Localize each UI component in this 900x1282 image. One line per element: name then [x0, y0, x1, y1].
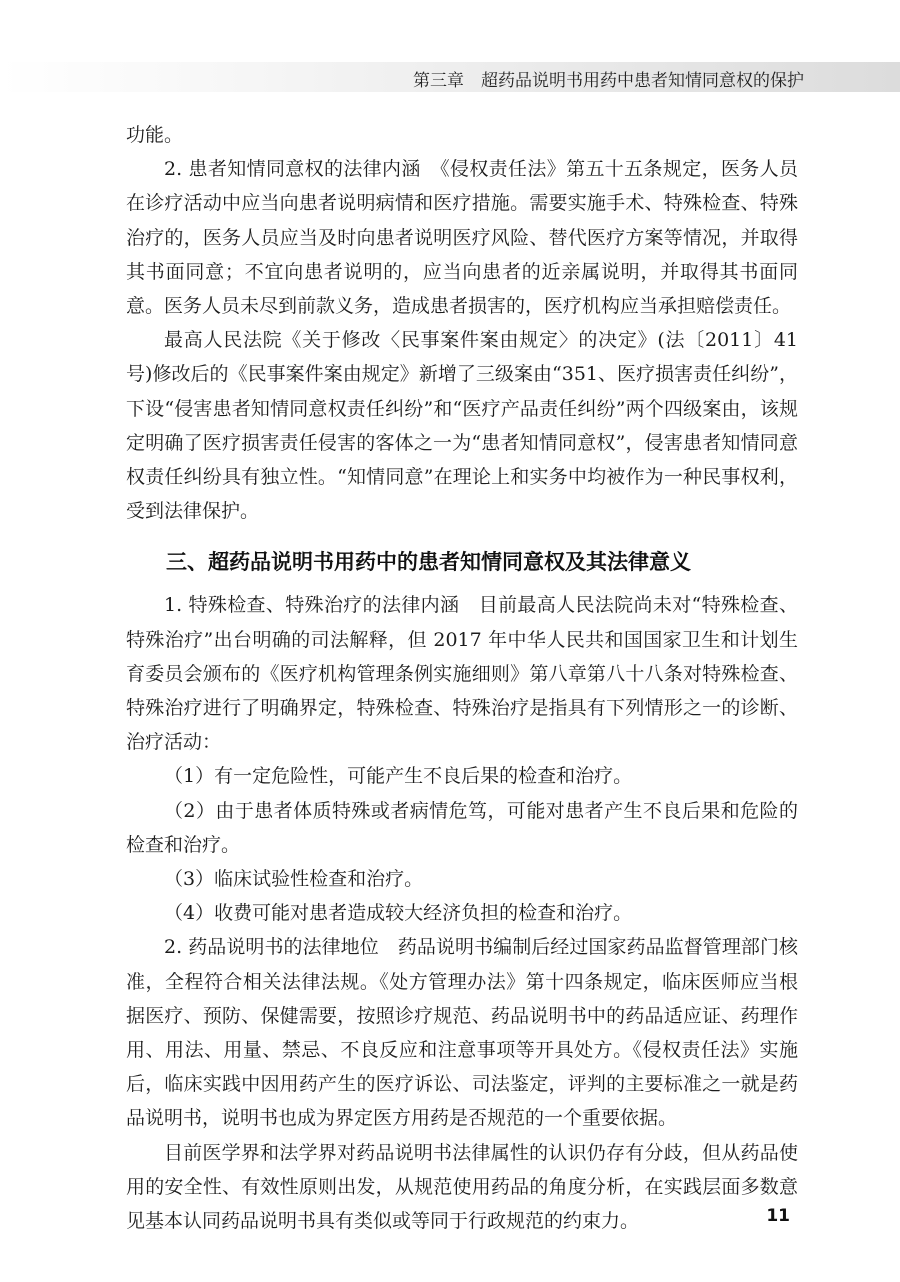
list-item-1: （1）有一定危险性，可能产生不良后果的检查和治疗。 [164, 765, 633, 788]
page-body [126, 118, 798, 1238]
list-item-2: （2）由于患者体质特殊或者病情危笃，可能对患者产生不良后果和危险的检查和治疗。 [126, 799, 798, 856]
list-item-4: （4）收费可能对患者造成较大经济负担的检查和治疗。 [164, 902, 633, 925]
running-header-title: 第三章 超药品说明书用药中患者知情同意权的保护 [413, 71, 804, 91]
paragraph-supreme-court-cause: 最高人民法院《关于修改〈民事案件案由规定〉的决定》(法〔2011〕41 号)修改后的《民事案件案由规定》新增了三级案由“351、医疗损害责任纠纷”，下设“侵害患者知情同意权责任纠纷”和“医疗产品责任纠纷”两个四级案由，该规定明确了医疗损害责任侵害的客体之一为“患者知情同意权”，侵害患者知情同意权责任纠纷具有独立性。“知情同意”在理论上和实务中均被作为一种民事权利，受到法律保护。 [126, 329, 798, 523]
paragraph-drug-label-binding-force: 目前医学界和法学界对药品说明书法律属性的认识仍存有分歧，但从药品使用的安全性、有效性原则出发，从规范使用药品的角度分析，在实践层面多数意见基本认同药品说明书具有类似或等同于行政规范的约束力。 [126, 1141, 798, 1233]
section-heading: 三、超药品说明书用药中的患者知情同意权及其法律意义 [166, 550, 691, 575]
paragraph-special-exam-connotation: 1. 特殊检查、特殊治疗的法律内涵 目前最高人民法院尚未对“特殊检查、特殊治疗”出台明确的司法解释，但 2017 年中华人民共和国国家卫生和计划生育委员会颁布的《医疗机构管理条例实施细则》第八章第八十八条对特殊检查、特殊治疗进行了明确界定，特殊检查、特殊治疗是指具有下列情形之一的诊断、治疗活动： [126, 594, 798, 754]
paragraph-informed-consent-connotation: 2. 患者知情同意权的法律内涵 《侵权责任法》第五十五条规定，医务人员在诊疗活动中应当向患者说明病情和医疗措施。需要实施手术、特殊检查、特殊治疗的，医务人员应当及时向患者说明医疗风险、替代医疗方案等情况，并取得其书面同意；不宜向患者说明的，应当向患者的近亲属说明，并取得其书面同意。医务人员未尽到前款义务，造成患者损害的，医疗机构应当承担赔偿责任。 [126, 158, 798, 318]
paragraph-top-0: 功能。 [126, 124, 184, 146]
page-number: 11 [766, 1206, 790, 1226]
paragraph-drug-label-legal-status: 2. 药品说明书的法律地位 药品说明书编制后经过国家药品监督管理部门核准，全程符合相关法律法规。《处方管理办法》第十四条规定，临床医师应当根据医疗、预防、保健需要，按照诊疗规范、药品说明书中的药品适应证、药理作用、用法、用量、禁忌、不良反应和注意事项等开具处方。《侵权责任法》实施后，临床实践中因用药产生的医疗诉讼、司法鉴定，评判的主要标准之一就是药品说明书，说明书也成为界定医方用药是否规范的一个重要依据。 [126, 936, 798, 1130]
list-item-3: （3）临床试验性检查和治疗。 [164, 868, 424, 891]
